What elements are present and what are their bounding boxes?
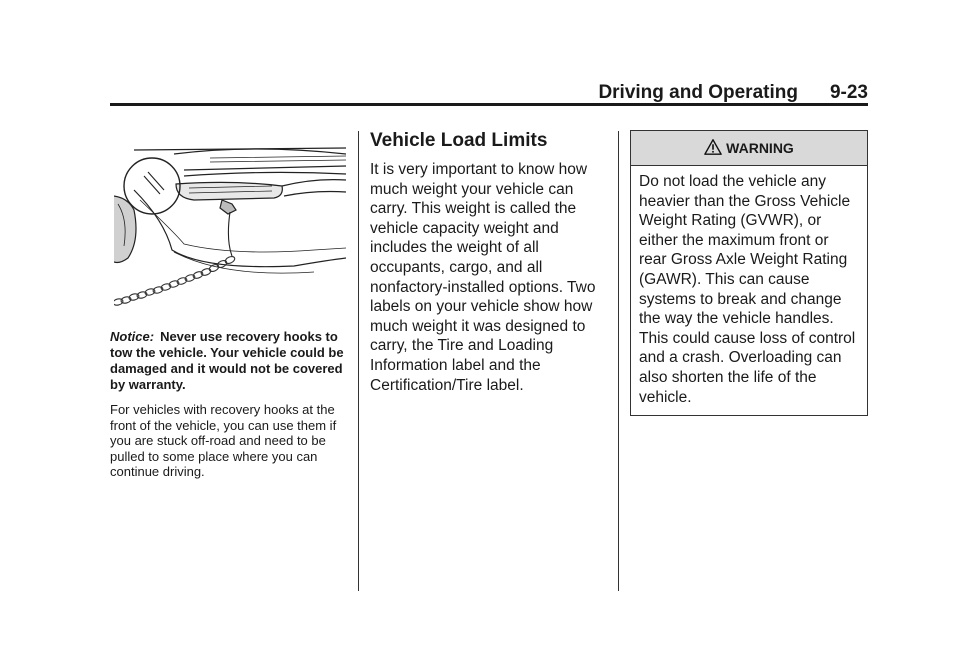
section-title: Driving and Operating [598,82,798,103]
notice-text: Never use recovery hooks to tow the vehicle. Your vehicle could be damaged and it would not be covered by warranty. [110,329,344,392]
right-column [630,130,868,416]
recovery-hook-illustration [114,140,346,310]
warning-title: WARNING [726,140,794,156]
recovery-hooks-paragraph: For vehicles with recovery hooks at the front of the vehicle, you can use them if you are stuck off-road and need to be pulled to some place where you can continue driving. [110,402,337,479]
column-divider [358,131,359,591]
left-column [110,140,350,480]
notice-paragraph [110,329,350,393]
load-limits-paragraph: It is very important to know how much weight your vehicle can carry. This weight is called the vehicle capacity weight and includes the weight of all occupants, cargo, and all nonfactory-installed options. Two labels on your vehicle show how much weight it was designed to carry, the Tire and Loading Information label and the Certification/Tire label. [370,161,596,394]
page-number: 9-23 [829,82,868,103]
column-divider [618,131,619,591]
warning-box [630,130,868,416]
middle-column [370,130,606,395]
header-rule [110,103,868,106]
warning-triangle-icon [704,138,722,156]
warning-text: Do not load the vehicle any heavier than the Gross Vehicle Weight Rating (GVWR), or either the maximum front or rear Gross Axle Weight Rating (GAWR). This can cause systems to break and change the way the vehicle handles. This could cause loss of control and a crash. Overloading can also shorten the life of the vehicle. [639,173,856,406]
warning-header [631,131,867,166]
section-heading: Vehicle Load Limits [370,130,548,151]
notice-label: Notice: [110,329,155,344]
